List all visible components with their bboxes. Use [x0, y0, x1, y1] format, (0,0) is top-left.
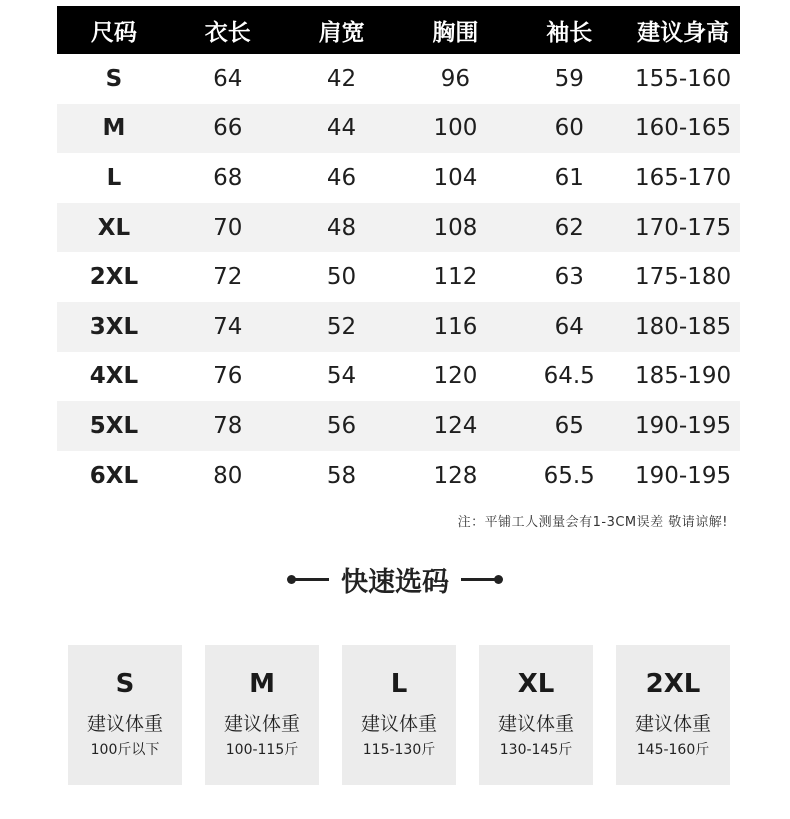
cell-shoulder: 50 [326, 264, 357, 291]
size-card-l [342, 645, 456, 785]
size-card-xl [479, 645, 593, 785]
cell-length: 66 [213, 115, 243, 142]
card-size: 2XL [645, 669, 701, 699]
cell-sleeve: 65 [554, 412, 584, 439]
size-card-s [68, 645, 182, 785]
cell-size: S [105, 65, 123, 92]
cell-length: 76 [213, 363, 243, 390]
cell-shoulder: 42 [326, 65, 357, 92]
quick-select-title-text: 快速选码 [341, 567, 449, 598]
cell-height: 175-180 [635, 264, 732, 291]
cell-sleeve: 61 [554, 164, 584, 191]
cell-size: M [102, 115, 126, 142]
cell-chest: 108 [433, 214, 478, 241]
table-row [57, 451, 740, 501]
table-header-row [57, 6, 740, 54]
cell-chest: 96 [440, 65, 471, 92]
cell-length: 78 [213, 412, 243, 439]
measurement-note: 注：平铺工人测量会有1-3CM误差 敬请谅解! [457, 515, 728, 530]
card-weight-range: 130-145斤 [499, 742, 573, 758]
cell-shoulder: 44 [326, 115, 357, 142]
header-chest: 胸围 [432, 19, 479, 46]
cell-height: 180-185 [635, 313, 732, 340]
cell-chest: 100 [433, 115, 478, 142]
cell-size: 4XL [89, 363, 139, 390]
cell-size: 6XL [89, 462, 139, 489]
cell-size: L [106, 164, 122, 191]
cell-sleeve: 60 [554, 115, 584, 142]
card-weight-range: 100-115斤 [225, 742, 299, 758]
card-weight-label: 建议体重 [360, 713, 437, 735]
cell-size: 5XL [89, 412, 139, 439]
cell-height: 185-190 [635, 363, 732, 390]
table-row [57, 104, 740, 154]
cell-height: 190-195 [635, 462, 732, 489]
cell-chest: 116 [433, 313, 478, 340]
cell-shoulder: 48 [326, 214, 357, 241]
cell-length: 74 [213, 313, 243, 340]
cell-height: 165-170 [635, 164, 732, 191]
cell-size: XL [97, 214, 131, 241]
table-row [57, 352, 740, 402]
header-length: 衣长 [204, 19, 251, 46]
card-weight-label: 建议体重 [223, 713, 300, 735]
table-row [57, 54, 740, 104]
table-row [57, 302, 740, 352]
cell-length: 70 [213, 214, 243, 241]
header-shoulder: 肩宽 [318, 19, 365, 46]
cell-length: 64 [213, 65, 243, 92]
size-card-2xl [616, 645, 730, 785]
table-row [57, 153, 740, 203]
table-row [57, 252, 740, 302]
cell-height: 155-160 [635, 65, 732, 92]
size-table [57, 6, 740, 500]
card-weight-label: 建议体重 [497, 713, 574, 735]
cell-size: 3XL [89, 313, 139, 340]
cell-shoulder: 52 [326, 313, 357, 340]
card-size: M [249, 669, 275, 699]
title-decoration-left [291, 578, 329, 581]
cell-sleeve: 62 [554, 214, 584, 241]
cell-sleeve: 64 [554, 313, 584, 340]
table-row [57, 203, 740, 253]
cell-sleeve: 65.5 [543, 462, 595, 489]
cell-height: 170-175 [635, 214, 732, 241]
cell-height: 190-195 [635, 412, 732, 439]
card-weight-label: 建议体重 [86, 713, 163, 735]
cell-sleeve: 63 [554, 264, 584, 291]
cell-chest: 120 [433, 363, 478, 390]
cell-length: 72 [213, 264, 243, 291]
card-weight-range: 100斤以下 [90, 742, 160, 758]
title-decoration-right [461, 578, 499, 581]
cell-size: 2XL [89, 264, 139, 291]
header-size: 尺码 [90, 19, 137, 46]
cell-length: 68 [213, 164, 243, 191]
header-height: 建议身高 [637, 19, 730, 46]
table-row [57, 401, 740, 451]
cell-chest: 104 [433, 164, 478, 191]
cell-shoulder: 58 [326, 462, 357, 489]
size-card-m [205, 645, 319, 785]
card-size: XL [517, 669, 555, 699]
header-sleeve: 袖长 [546, 19, 593, 46]
card-size: L [390, 669, 408, 699]
cell-chest: 128 [433, 462, 478, 489]
cell-shoulder: 54 [326, 363, 357, 390]
card-size: S [115, 669, 135, 699]
cell-shoulder: 46 [326, 164, 357, 191]
cell-sleeve: 59 [554, 65, 584, 92]
size-chart [57, 6, 740, 500]
cell-length: 80 [213, 462, 243, 489]
card-weight-range: 115-130斤 [362, 742, 436, 758]
card-weight-label: 建议体重 [634, 713, 711, 735]
cell-chest: 112 [433, 264, 478, 291]
quick-select-title [0, 560, 790, 599]
cell-sleeve: 64.5 [543, 363, 595, 390]
cell-chest: 124 [433, 412, 478, 439]
card-weight-range: 145-160斤 [636, 742, 710, 758]
cell-height: 160-165 [635, 115, 732, 142]
cell-shoulder: 56 [326, 412, 357, 439]
quick-select-cards [68, 645, 732, 785]
